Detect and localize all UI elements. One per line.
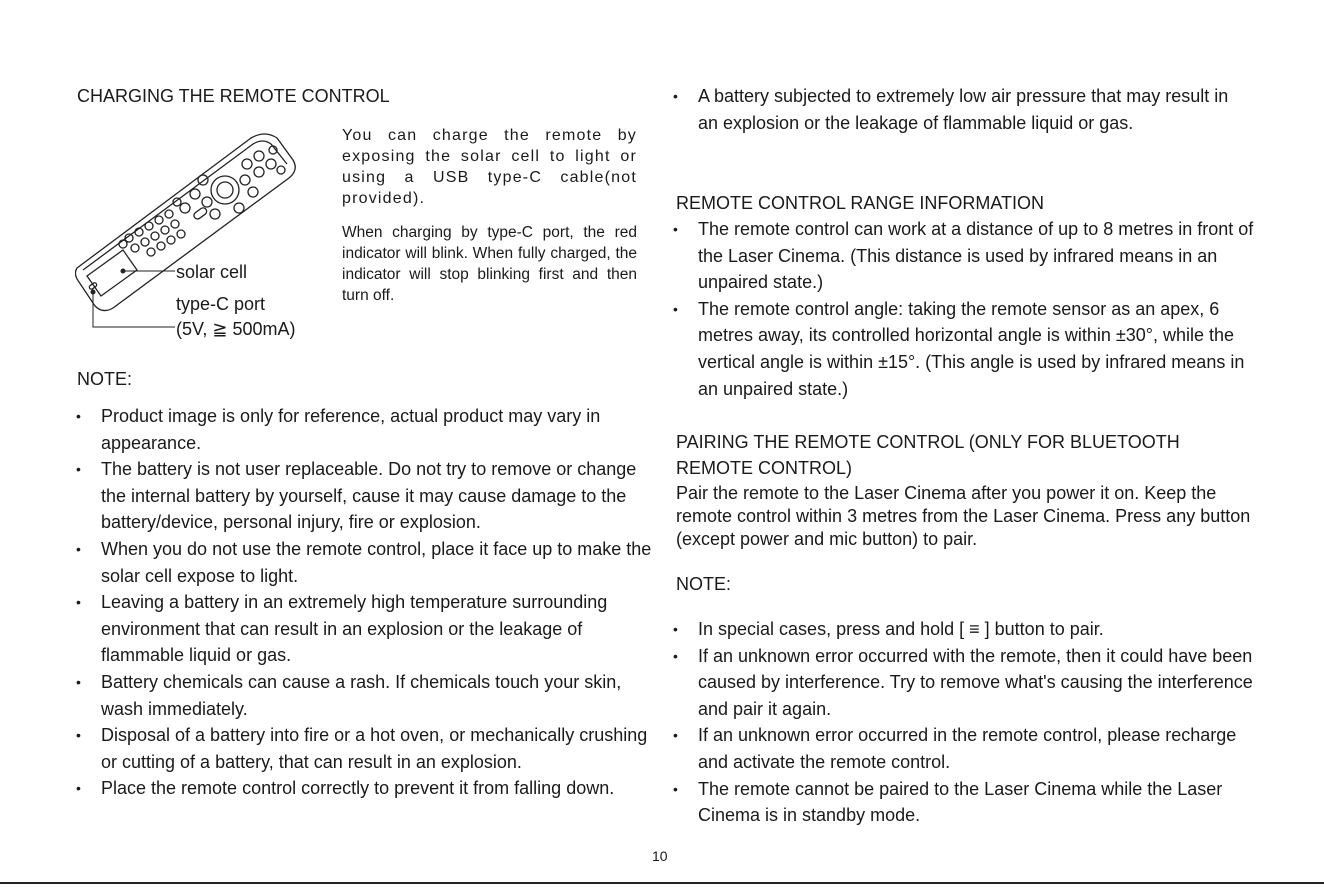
list-item: • Leaving a battery in an extremely high temperature surrounding environment that can result in an explosion or the leakage of flammable liquid or gas. — [76, 592, 608, 666]
type-c-port-spec: (5V, ≧ 500mA) — [176, 319, 296, 339]
list-item: • In special cases, press and hold [ ≡ ] button to pair. — [673, 619, 1104, 639]
list-item: • Battery chemicals can cause a rash. If chemicals touch your skin, wash immediately. — [76, 671, 622, 719]
list-item: • The remote control angle: taking the remote sensor as an apex, 6 metres away, its controlled horizontal angle is within ±30°, while the vertical angle is within ±15°. (This angle is used by infrared means in an unpaired state.) — [673, 298, 1245, 399]
note-heading-left: NOTE: — [77, 369, 133, 389]
charging-description: You can charge the remote by exposing the solar cell to light or using a USB type-C cable(not provided). — [342, 127, 637, 207]
right-notes-list — [673, 616, 1253, 829]
charging-heading: CHARGING THE REMOTE CONTROL — [77, 86, 390, 106]
pairing-heading-continued: REMOTE CONTROL) — [676, 458, 853, 478]
left-notes-list — [76, 403, 656, 802]
list-item: • Product image is only for reference, actual product may vary in appearance. — [76, 406, 601, 453]
type-c-port-label: type-C port — [176, 294, 266, 314]
pairing-instructions: Pair the remote to the Laser Cinema after you power it on. Keep the remote control within 3 metres from the Laser Cinema. Press any button (except power and mic button) to pair. — [676, 483, 1251, 549]
list-item: • The remote control can work at a distance of up to 8 metres in front of the Laser Cinema. (This distance is used by infrared means in an unpaired state.) — [673, 219, 1254, 293]
battery-pressure-note — [673, 83, 1233, 136]
list-item: • If an unknown error occurred with the remote, then it could have been caused by interference. Try to remove what's causing the interference and pair it again. — [673, 645, 1253, 719]
pairing-heading: PAIRING THE REMOTE CONTROL (ONLY FOR BLUETOOTH — [676, 432, 1180, 452]
list-item: • The battery is not user replaceable. Do not try to remove or change the internal battery by yourself, cause it may cause damage to the battery/device, personal injury, fire or explosion. — [76, 459, 637, 533]
list-item: • Place the remote control correctly to prevent it from falling down. — [76, 778, 615, 799]
list-item: • The remote cannot be paired to the Laser Cinema while the Laser Cinema is in standby mode. — [673, 778, 1223, 826]
page-number: 10 — [652, 848, 668, 864]
charging-indicator-description: When charging by type-C port, the red indicator will blink. When fully charged, the indicator will stop blinking first and then turn off. — [342, 224, 637, 304]
list-item: • A battery subjected to extremely low air pressure that may result in an explosion or the leakage of flammable liquid or gas. — [673, 86, 1229, 133]
list-item: • If an unknown error occurred in the remote control, please recharge and activate the remote control. — [673, 725, 1237, 772]
solar-cell-label: solar cell — [176, 262, 248, 282]
range-heading: REMOTE CONTROL RANGE INFORMATION — [676, 193, 1045, 213]
bottom-rule — [0, 882, 1324, 884]
range-list — [673, 216, 1263, 402]
list-item: • When you do not use the remote control, place it face up to make the solar cell expose to light. — [76, 538, 652, 586]
list-item: • Disposal of a battery into fire or a hot oven, or mechanically crushing or cutting of a battery, that can result in an explosion. — [76, 725, 648, 772]
note-heading-right: NOTE: — [676, 574, 732, 594]
